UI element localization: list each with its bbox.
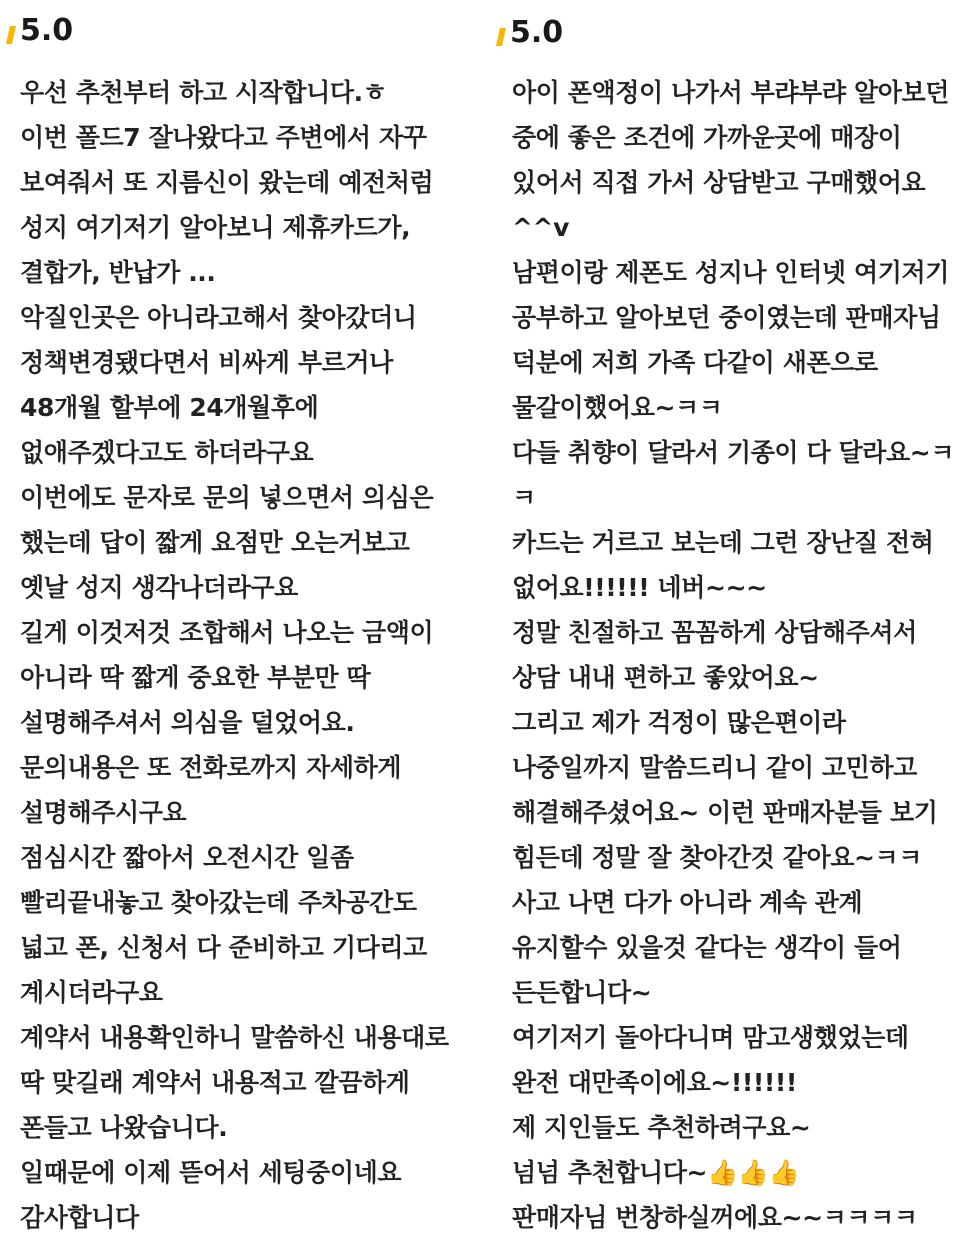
review-line: 길게 이것저것 조합해서 나오는 금액이	[20, 618, 434, 647]
review-line: 든든합니다~	[512, 978, 652, 1007]
review-line: 남편이랑 제폰도 성지나 인터넷 여기저기	[512, 258, 949, 287]
review-line: 계시더라구요	[20, 978, 163, 1007]
review-line: 상담 내내 편하고 좋았어요~	[512, 663, 819, 692]
review-line: 나중일까지 말씀드리니 같이 고민하고	[512, 753, 917, 782]
rating-score: 5.0	[20, 13, 74, 48]
review-line: 없애주겠다고도 하더라구요	[20, 438, 314, 467]
review-line: 설명해주시구요	[20, 798, 187, 827]
review-line: 문의내용은 또 전화로까지 자세하게	[20, 753, 402, 782]
review-line: 48개월 할부에 24개월후에	[20, 393, 319, 422]
review-line: 덕분에 저희 가족 다같이 새폰으로	[512, 348, 878, 377]
review-line: 중에 좋은 조건에 가까운곳에 매장이	[512, 123, 902, 152]
review-line: 그리고 제가 걱정이 많은편이라	[512, 708, 846, 737]
rating-row	[6, 14, 73, 48]
review-line: 계약서 내용확인하니 말씀하신 내용대로	[20, 1023, 449, 1052]
review-line: 다들 취향이 달라서 기종이 다 달라요~ㅋ	[512, 438, 955, 467]
review-line: 성지 여기저기 알아보니 제휴카드가,	[20, 213, 411, 242]
review-line: 사고 나면 다가 아니라 계속 관계	[512, 888, 863, 917]
review-text	[20, 70, 449, 1240]
review-line: 공부하고 알아보던 중이였는데 판매자님	[512, 303, 941, 332]
review-line: 없어요!!!!!! 네버~~~	[512, 573, 767, 602]
review-line: 제 지인들도 추천하려구요~	[512, 1113, 811, 1142]
review-line: 딱 맞길래 계약서 내용적고 깔끔하게	[20, 1068, 410, 1097]
rating-row	[496, 16, 563, 50]
review-line: 폰들고 나왔습니다.	[20, 1113, 228, 1142]
review-line: 감사합니다	[20, 1203, 139, 1232]
review-line: 물갈이했어요~ㅋㅋ	[512, 393, 723, 422]
review-line: 정말 친절하고 꼼꼼하게 상담해주셔서	[512, 618, 917, 647]
review-line: 이번에도 문자로 문의 넣으면서 의심은	[20, 483, 434, 512]
review-line: 일때문에 이제 뜯어서 세팅중이네요	[20, 1158, 402, 1187]
review-line: 결합가, 반납가 ...	[20, 258, 216, 287]
review-line: 설명해주셔서 의심을 덜었어요.	[20, 708, 355, 737]
review-line: 정책변경됐다면서 비싸게 부르거나	[20, 348, 393, 377]
review-line: 보여줘서 또 지름신이 왔는데 예전처럼	[20, 168, 434, 197]
review-line: 악질인곳은 아니라고해서 찾아갔더니	[20, 303, 417, 332]
review-line: 완전 대만족이에요~!!!!!!	[512, 1068, 797, 1097]
review-line: 옛날 성지 생각나더라구요	[20, 573, 298, 602]
review-text	[512, 70, 954, 1240]
star-icon	[496, 28, 504, 52]
review-line: ㅋ	[512, 483, 536, 512]
review-line: 이번 폴드7 잘나왔다고 주변에서 자꾸	[20, 123, 427, 152]
review-card-right	[492, 0, 964, 1232]
review-line: 넓고 폰, 신청서 다 준비하고 기다리고	[20, 933, 427, 962]
review-line: 해결해주셨어요~ 이런 판매자분들 보기	[512, 798, 938, 827]
star-icon	[6, 26, 14, 50]
review-line: 빨리끝내놓고 찾아갔는데 주차공간도	[20, 888, 417, 917]
review-line: 우선 추천부터 하고 시작합니다.ㅎ	[20, 78, 387, 107]
review-line: 아이 폰액정이 나가서 부랴부랴 알아보던	[512, 78, 949, 107]
review-line: 점심시간 짧아서 오전시간 일좀	[20, 843, 354, 872]
review-line: 유지할수 있을것 같다는 생각이 들어	[512, 933, 902, 962]
review-line: ^^v	[512, 213, 569, 242]
review-line: 넘넘 추천합니다~👍👍👍	[512, 1158, 800, 1187]
rating-score: 5.0	[510, 15, 564, 50]
review-line: 했는데 답이 짧게 요점만 오는거보고	[20, 528, 410, 557]
review-line: 판매자님 번창하실꺼에요~~ㅋㅋㅋㅋ	[512, 1203, 918, 1232]
review-line: 카드는 거르고 보는데 그런 장난질 전혀	[512, 528, 934, 557]
review-line: 아니라 딱 짧게 중요한 부분만 딱	[20, 663, 371, 692]
review-line: 힘든데 정말 잘 찾아간것 같아요~ㅋㅋ	[512, 843, 923, 872]
review-line: 있어서 직접 가서 상담받고 구매했어요	[512, 168, 926, 197]
review-line: 여기저기 돌아다니며 맘고생했었는데	[512, 1023, 909, 1052]
